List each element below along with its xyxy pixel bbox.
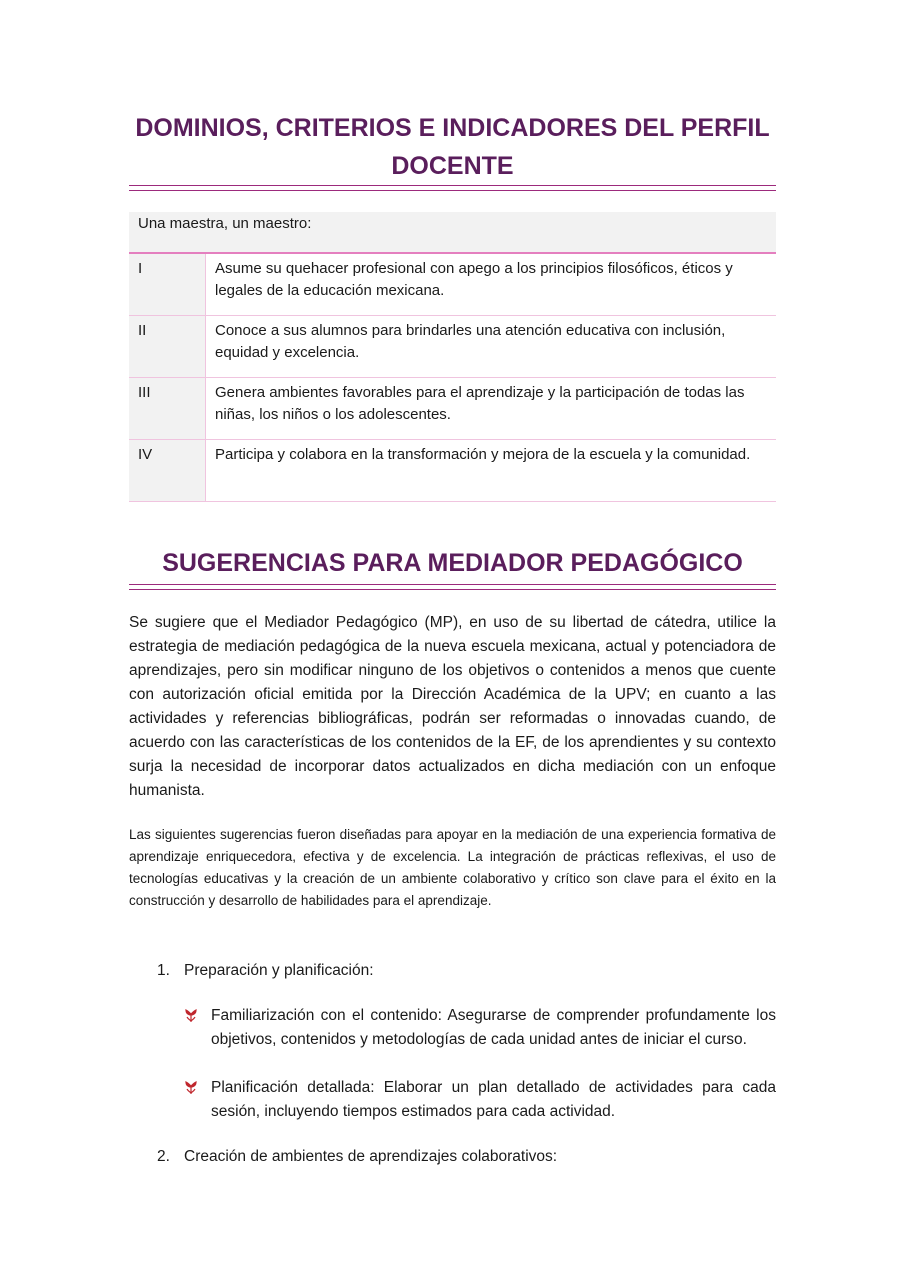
list-item (157, 959, 374, 983)
double-rule (129, 185, 776, 191)
bullet-item: Familiarización con el contenido: Asegurarse de comprender profundamente los objetivos, contenidos y metodologías de cada unidad antes de iniciar el curso. (211, 1004, 776, 1052)
table-header-row (129, 212, 776, 253)
list-number: 1. (157, 962, 170, 979)
list-item (157, 1145, 557, 1169)
row-number: III (129, 378, 206, 440)
intro-paragraph: Se sugiere que el Mediador Pedagógico (MP), en uso de su libertad de cátedra, utilice la estrategia de mediación pedagógica de la nueva escuela mexicana, actual y potenciadora de aprendizajes, pero sin modificar ninguno de los objetivos o contenidos a menos que cuente con autorización oficial emitida por la Dirección Académica de la UPV; en cuanto a las actividades y referencias bibliográficas, podrán ser reformadas o innovadas cuando, de acuerdo con las características de los contenidos de la EF, de los aprendientes y su contexto surja la necesidad de incorporar datos actualizados en dicha mediación con un enfoque humanista. (129, 614, 776, 799)
row-number: I (129, 253, 206, 316)
section-heading-perfil (129, 109, 776, 191)
table-header: Una maestra, un maestro: (129, 212, 776, 253)
row-text: Conoce a sus alumnos para brindarles una atención educativa con inclusión, equidad y excelencia. (206, 316, 777, 378)
tulip-bullet-icon (183, 1009, 199, 1023)
tulip-bullet-icon (183, 1081, 199, 1095)
row-number: IV (129, 440, 206, 502)
table-row (129, 316, 776, 378)
list-label: Creación de ambientes de aprendizajes colaborativos: (184, 1148, 558, 1165)
section-title: SUGERENCIAS PARA MEDIADOR PEDAGÓGICO (162, 549, 743, 577)
section-heading-sugerencias (129, 544, 776, 590)
row-number: II (129, 316, 206, 378)
bullet-item: Planificación detallada: Elaborar un plan detallado de actividades para cada sesión, incluyendo tiempos estimados para cada actividad. (211, 1076, 776, 1124)
domains-table (129, 212, 776, 502)
suggestions-paragraph: Las siguientes sugerencias fueron diseñadas para apoyar en la mediación de una experiencia formativa de aprendizaje enriquecedora, efectiva y de excelencia. La integración de prácticas reflexivas, el uso de tecnologías educativas y la creación de un ambiente colaborativo y crítico son clave para el éxito en la construcción y desarrollo de habilidades para el aprendizaje. (129, 827, 776, 908)
list-number: 2. (157, 1148, 170, 1165)
table-row (129, 440, 776, 502)
row-text: Asume su quehacer profesional con apego a los principios filosóficos, éticos y legales de la educación mexicana. (206, 253, 777, 316)
row-text: Genera ambientes favorables para el aprendizaje y la participación de todas las niñas, los niños o los adolescentes. (206, 378, 777, 440)
list-label: Preparación y planificación: (184, 962, 374, 979)
double-rule (129, 584, 776, 590)
row-text: Participa y colabora en la transformación y mejora de la escuela y la comunidad. (206, 440, 777, 502)
table-row (129, 378, 776, 440)
table-row (129, 253, 776, 316)
page-title: DOMINIOS, CRITERIOS E INDICADORES DEL PERFIL DOCENTE (135, 114, 770, 180)
